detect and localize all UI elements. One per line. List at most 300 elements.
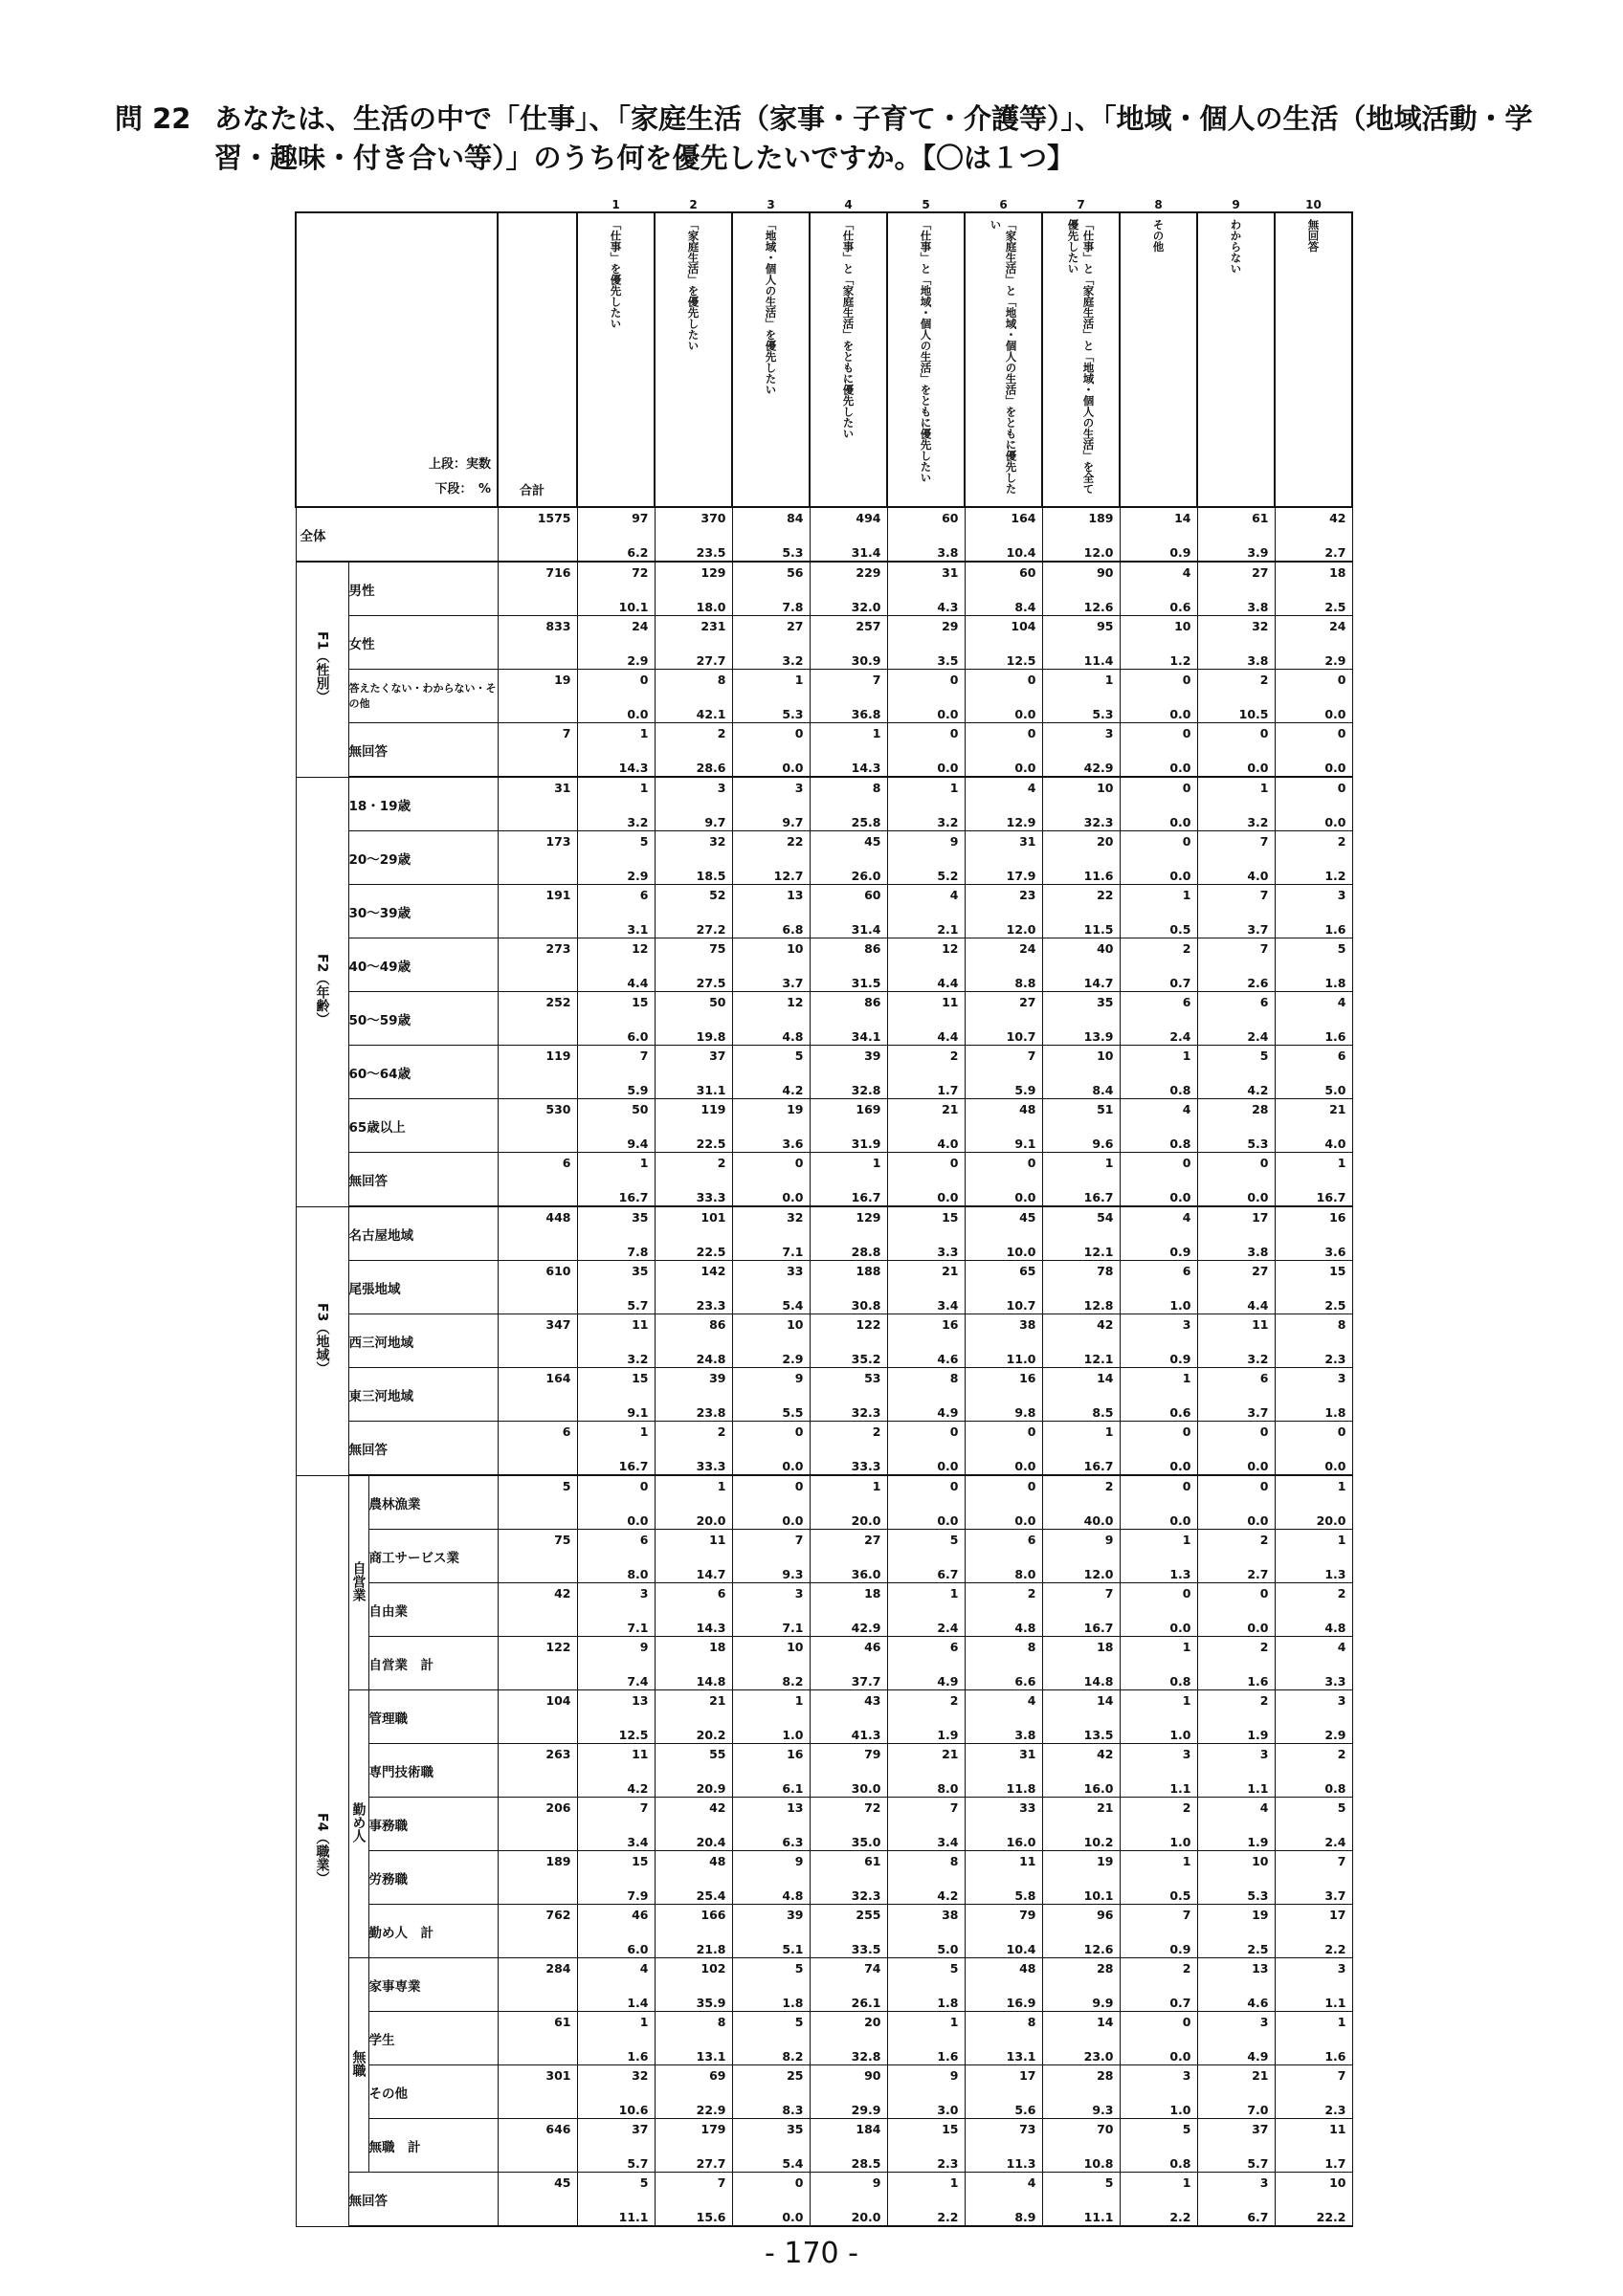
- cell-percent: 11.3: [1006, 2156, 1036, 2171]
- cell-count: 8: [1027, 2015, 1036, 2029]
- data-cell: [810, 1099, 887, 1153]
- cell-count: 21: [1252, 2068, 1269, 2083]
- cell-count: 129: [700, 565, 726, 580]
- total-cell: [498, 1099, 577, 1153]
- data-cell: [965, 1261, 1042, 1314]
- data-cell: [1042, 616, 1120, 670]
- cell-count: 12: [942, 941, 959, 956]
- data-cell: [1275, 1153, 1352, 1207]
- column-number-spacer: [296, 193, 577, 212]
- row-label: 勤め人 計: [368, 1905, 498, 1958]
- data-cell: [655, 616, 732, 670]
- cell-percent: 9.1: [1014, 1137, 1036, 1151]
- cell-percent: 12.6: [1083, 600, 1114, 614]
- data-cell: [965, 885, 1042, 938]
- total-count: 448: [545, 1210, 571, 1225]
- cell-percent: 3.4: [937, 1835, 959, 1849]
- data-cell: [732, 2119, 810, 2173]
- cell-count: 494: [856, 511, 881, 525]
- cell-percent: 3.8: [1247, 653, 1269, 668]
- cell-percent: 3.4: [937, 1298, 959, 1313]
- data-cell: [1197, 1422, 1275, 1476]
- cell-count: 21: [709, 1693, 726, 1708]
- total-cell: [498, 616, 577, 670]
- total-count: 42: [554, 1586, 571, 1601]
- data-cell: [1275, 1744, 1352, 1798]
- cell-count: 7: [1104, 1586, 1114, 1601]
- cell-percent: 0.0: [627, 1513, 649, 1528]
- cell-count: 0: [1259, 1479, 1269, 1493]
- cell-percent: 8.5: [1092, 1405, 1114, 1420]
- column-header: [577, 212, 655, 507]
- row-label: 東三河地域: [348, 1368, 498, 1422]
- data-cell: [965, 1422, 1042, 1476]
- cell-count: 14: [1097, 2015, 1114, 2029]
- cell-count: 0: [1182, 834, 1191, 849]
- cell-count: 0: [794, 1479, 804, 1493]
- cell-count: 0: [949, 1479, 959, 1493]
- cell-percent: 3.5: [937, 653, 959, 668]
- cell-count: 21: [942, 1747, 959, 1761]
- cell-count: 3: [794, 1586, 804, 1601]
- cell-count: 39: [787, 1908, 804, 1922]
- cell-count: 5: [794, 1961, 804, 1976]
- cell-count: 7: [639, 1049, 649, 1063]
- table-row: [296, 1046, 1352, 1099]
- cell-count: 1: [1259, 781, 1269, 795]
- cell-count: 101: [700, 1210, 726, 1225]
- cell-count: 0: [1259, 1424, 1269, 1439]
- data-cell: [1275, 1690, 1352, 1744]
- cell-count: 79: [1019, 1908, 1036, 1922]
- data-cell: [810, 1261, 887, 1314]
- cell-percent: 16.0: [1083, 1781, 1114, 1796]
- table-row: [296, 1368, 1352, 1422]
- data-cell: [965, 1798, 1042, 1851]
- data-cell: [1197, 562, 1275, 616]
- cell-percent: 5.9: [627, 1083, 649, 1097]
- data-cell: [887, 1798, 965, 1851]
- cell-count: 1: [949, 781, 959, 795]
- column-number: 4: [844, 198, 853, 211]
- cell-count: 14: [1097, 1371, 1114, 1385]
- data-cell: [655, 992, 732, 1046]
- cell-count: 27: [1252, 565, 1269, 580]
- data-cell: [1197, 507, 1275, 562]
- row-label: 50～59歳: [348, 992, 498, 1046]
- cell-percent: 14.8: [696, 1674, 726, 1689]
- cell-percent: 16.7: [1083, 1190, 1114, 1204]
- cell-percent: 4.2: [782, 1083, 804, 1097]
- cell-percent: 3.6: [782, 1137, 804, 1151]
- cell-count: 188: [856, 1264, 881, 1278]
- data-cell: [1275, 670, 1352, 723]
- column-header-text: 「仕事」と「地域・個人の生活」をともに優先したい: [919, 219, 933, 483]
- data-cell: [810, 1422, 887, 1476]
- data-cell: [577, 1637, 655, 1690]
- cell-percent: 33.3: [851, 1459, 881, 1473]
- cell-count: 8: [949, 1854, 959, 1868]
- cell-count: 1: [1182, 1533, 1191, 1547]
- row-label: 農林漁業: [368, 1475, 498, 1530]
- cell-percent: 1.6: [627, 2049, 649, 2064]
- cell-percent: 14.3: [696, 1621, 726, 1635]
- cell-percent: 30.0: [851, 1781, 881, 1796]
- data-cell: [887, 1851, 965, 1905]
- header-corner: [296, 212, 498, 507]
- cell-percent: 9.9: [1092, 1996, 1114, 2010]
- data-cell: [732, 1905, 810, 1958]
- cell-count: 53: [864, 1371, 881, 1385]
- data-cell: [1275, 1851, 1352, 1905]
- cell-count: 5: [1104, 2175, 1114, 2190]
- cell-count: 78: [1097, 1264, 1114, 1278]
- data-cell: [1197, 992, 1275, 1046]
- cell-percent: 22.5: [696, 1137, 726, 1151]
- cell-percent: 1.9: [1247, 1835, 1269, 1849]
- cell-percent: 7.1: [627, 1621, 649, 1635]
- cell-percent: 0.8: [1169, 1137, 1191, 1151]
- cell-percent: 5.7: [627, 2156, 649, 2171]
- data-cell: [1275, 1422, 1352, 1476]
- cell-percent: 12.9: [1006, 815, 1036, 829]
- cell-percent: 27.7: [696, 2156, 726, 2171]
- cell-percent: 3.2: [627, 1352, 649, 1366]
- column-header: [732, 212, 810, 507]
- data-cell: [1042, 1475, 1120, 1530]
- data-cell: [577, 1583, 655, 1637]
- data-cell: [1275, 1530, 1352, 1583]
- cell-percent: 5.0: [937, 1942, 959, 1956]
- cell-count: 13: [787, 1800, 804, 1815]
- cell-percent: 2.3: [1324, 2103, 1346, 2117]
- row-label: 65歳以上: [348, 1099, 498, 1153]
- data-cell: [887, 2065, 965, 2119]
- cell-count: 60: [1019, 565, 1036, 580]
- data-cell: [810, 2173, 887, 2227]
- data-cell: [1120, 670, 1197, 723]
- cell-percent: 23.3: [696, 1298, 726, 1313]
- cell-percent: 28.6: [696, 761, 726, 775]
- data-cell: [655, 831, 732, 885]
- cell-count: 7: [639, 1800, 649, 1815]
- cell-percent: 0.7: [1169, 1996, 1191, 2010]
- cell-percent: 0.0: [937, 1459, 959, 1473]
- cell-percent: 0.6: [1169, 600, 1191, 614]
- data-cell: [732, 670, 810, 723]
- cell-percent: 6.7: [1247, 2210, 1269, 2224]
- data-cell: [810, 777, 887, 831]
- data-cell: [810, 885, 887, 938]
- cell-percent: 5.3: [782, 707, 804, 721]
- data-cell: [887, 1475, 965, 1530]
- cell-count: 33: [1019, 1800, 1036, 1815]
- cell-count: 8: [949, 1371, 959, 1385]
- cell-percent: 1.1: [1169, 1781, 1191, 1796]
- cell-percent: 2.5: [1324, 1298, 1346, 1313]
- cell-count: 18: [1097, 1640, 1114, 1654]
- data-cell: [887, 670, 965, 723]
- cell-percent: 0.0: [782, 761, 804, 775]
- data-cell: [1197, 1851, 1275, 1905]
- cell-count: 31: [942, 565, 959, 580]
- cell-percent: 1.2: [1169, 653, 1191, 668]
- data-cell: [655, 777, 732, 831]
- cell-count: 10: [787, 1317, 804, 1332]
- data-cell: [1197, 723, 1275, 778]
- cell-percent: 23.8: [696, 1405, 726, 1420]
- data-cell: [732, 507, 810, 562]
- question-text: あなたは、生活の中で「仕事」、「家庭生活（家事・子育て・介護等）」、「地域・個人の生活（地域活動・学習・趣味・付き合い等）」のうち何を優先したいですか。【〇は１つ】: [214, 102, 1533, 174]
- column-header-text: わからない: [1229, 219, 1243, 275]
- data-cell: [655, 938, 732, 992]
- cell-count: 2: [1337, 1586, 1346, 1601]
- cell-count: 56: [787, 565, 804, 580]
- cell-count: 2: [1337, 834, 1346, 849]
- data-cell: [732, 1851, 810, 1905]
- cell-percent: 0.8: [1324, 1781, 1346, 1796]
- cell-count: 0: [1182, 1586, 1191, 1601]
- cell-count: 37: [1252, 2122, 1269, 2136]
- cell-count: 229: [856, 565, 881, 580]
- cell-percent: 42.9: [1083, 761, 1114, 775]
- cell-count: 0: [794, 1424, 804, 1439]
- data-cell: [577, 1206, 655, 1261]
- cell-count: 8: [717, 2015, 726, 2029]
- cell-count: 370: [700, 511, 726, 525]
- data-cell: [1197, 1314, 1275, 1368]
- cell-count: 15: [632, 995, 649, 1009]
- cell-percent: 26.1: [851, 1996, 881, 2010]
- cell-percent: 11.1: [1083, 2210, 1114, 2224]
- cell-count: 6: [949, 1640, 959, 1654]
- row-label: 30～39歳: [348, 885, 498, 938]
- column-header-text: 無回答: [1306, 219, 1321, 253]
- cell-count: 0: [1182, 1156, 1191, 1170]
- data-cell: [577, 1744, 655, 1798]
- data-cell: [655, 885, 732, 938]
- data-cell: [1042, 1690, 1120, 1744]
- data-cell: [1042, 507, 1120, 562]
- cell-count: 39: [864, 1049, 881, 1063]
- row-label: 答えたくない・わからない・その他: [348, 670, 498, 723]
- cell-count: 1: [794, 673, 804, 687]
- row-label: 家事専業: [368, 1958, 498, 2012]
- cell-count: 3: [1182, 1747, 1191, 1761]
- cell-count: 0: [639, 673, 649, 687]
- data-cell: [1275, 2173, 1352, 2227]
- data-cell: [1197, 1368, 1275, 1422]
- data-cell: [1120, 1046, 1197, 1099]
- cell-percent: 4.2: [1247, 1083, 1269, 1097]
- cell-percent: 23.0: [1083, 2049, 1114, 2064]
- cell-count: 7: [1259, 834, 1269, 849]
- cell-count: 46: [864, 1640, 881, 1654]
- cell-percent: 0.0: [1324, 707, 1346, 721]
- cell-percent: 1.0: [1169, 1835, 1191, 1849]
- cell-percent: 12.8: [1083, 1298, 1114, 1313]
- data-cell: [1275, 2119, 1352, 2173]
- row-label: 労務職: [368, 1851, 498, 1905]
- cell-percent: 0.0: [1169, 1190, 1191, 1204]
- cell-count: 0: [1337, 726, 1346, 740]
- cell-percent: 0.0: [1014, 761, 1036, 775]
- column-header-text: 「仕事」と「家庭生活」をともに優先したい: [841, 219, 856, 439]
- data-cell: [965, 938, 1042, 992]
- column-header: [1275, 212, 1352, 507]
- corner-label-count: 上段：実数: [428, 457, 491, 472]
- cell-count: 51: [1097, 1102, 1114, 1116]
- cell-percent: 36.0: [851, 1567, 881, 1581]
- data-cell: [887, 777, 965, 831]
- cell-count: 0: [1182, 1424, 1191, 1439]
- cell-count: 0: [794, 1156, 804, 1170]
- data-cell: [1042, 831, 1120, 885]
- cell-count: 1: [1337, 1479, 1346, 1493]
- cell-count: 6: [1027, 1533, 1036, 1547]
- table-row: [296, 1958, 1352, 2012]
- data-cell: [655, 1475, 732, 1530]
- cell-percent: 9.6: [1092, 1137, 1114, 1151]
- total-count: 833: [545, 619, 571, 633]
- cell-percent: 32.0: [851, 600, 881, 614]
- data-cell: [887, 616, 965, 670]
- cell-percent: 2.3: [937, 2156, 959, 2171]
- cell-count: 2: [1182, 1961, 1191, 1976]
- data-cell: [732, 1422, 810, 1476]
- table-row: [296, 1905, 1352, 1958]
- cell-count: 0: [1259, 1586, 1269, 1601]
- cell-percent: 10.1: [1083, 1888, 1114, 1903]
- cell-percent: 2.9: [627, 653, 649, 668]
- cell-count: 102: [700, 1961, 726, 1976]
- row-label: 男性: [348, 562, 498, 616]
- total-header: [498, 212, 577, 507]
- data-cell: [577, 1368, 655, 1422]
- cell-count: 24: [632, 619, 649, 633]
- cell-count: 17: [1329, 1908, 1346, 1922]
- cell-count: 32: [787, 1210, 804, 1225]
- total-cell: [498, 1798, 577, 1851]
- cell-count: 5: [639, 2175, 649, 2190]
- cell-count: 42: [1097, 1317, 1114, 1332]
- cell-percent: 3.8: [1247, 1245, 1269, 1259]
- cell-count: 84: [787, 511, 804, 525]
- cell-count: 27: [787, 619, 804, 633]
- data-cell: [1042, 2119, 1120, 2173]
- column-header: [810, 212, 887, 507]
- cell-percent: 3.2: [782, 653, 804, 668]
- column-header-text: 「家庭生活」を優先したい: [686, 219, 700, 351]
- cell-count: 0: [1259, 1156, 1269, 1170]
- data-cell: [1275, 885, 1352, 938]
- cell-percent: 8.9: [1014, 2210, 1036, 2224]
- data-cell: [887, 2173, 965, 2227]
- total-cell: [498, 2119, 577, 2173]
- table-row: [296, 1153, 1352, 1207]
- cell-count: 5: [1182, 2122, 1191, 2136]
- cell-count: 9: [794, 1371, 804, 1385]
- data-cell: [732, 2012, 810, 2065]
- data-cell: [810, 616, 887, 670]
- data-cell: [1120, 1905, 1197, 1958]
- table-row: [296, 2065, 1352, 2119]
- cell-count: 3: [794, 781, 804, 795]
- cell-count: 0: [1182, 673, 1191, 687]
- cell-percent: 3.1: [627, 922, 649, 937]
- total-count: 6: [562, 1156, 571, 1170]
- cell-percent: 31.4: [851, 545, 881, 560]
- data-cell: [965, 2012, 1042, 2065]
- table-row: [296, 1422, 1352, 1476]
- data-cell: [1197, 1046, 1275, 1099]
- table-row-overall: [296, 507, 1352, 562]
- data-cell: [732, 1690, 810, 1744]
- cell-percent: 16.7: [851, 1190, 881, 1204]
- cell-count: 24: [1329, 619, 1346, 633]
- cell-percent: 20.9: [696, 1781, 726, 1796]
- cell-count: 6: [1259, 995, 1269, 1009]
- cell-count: 24: [1019, 941, 1036, 956]
- data-cell: [577, 616, 655, 670]
- data-cell: [810, 2012, 887, 2065]
- cell-count: 42: [1097, 1747, 1114, 1761]
- data-cell: [577, 1958, 655, 2012]
- row-label: その他: [368, 2065, 498, 2119]
- cell-percent: 16.7: [1316, 1190, 1346, 1204]
- cell-count: 184: [856, 2122, 881, 2136]
- data-cell: [1120, 1314, 1197, 1368]
- cell-count: 12: [632, 941, 649, 956]
- cell-count: 104: [1011, 619, 1036, 633]
- cell-count: 5: [949, 1533, 959, 1547]
- total-count: 1575: [537, 511, 571, 525]
- cell-count: 3: [1337, 888, 1346, 902]
- data-cell: [1042, 1905, 1120, 1958]
- table-row: [296, 1206, 1352, 1261]
- data-cell: [1197, 885, 1275, 938]
- data-cell: [965, 831, 1042, 885]
- cell-count: 35: [632, 1210, 649, 1225]
- cell-percent: 31.5: [851, 976, 881, 990]
- table-row: [296, 2173, 1352, 2227]
- data-cell: [577, 670, 655, 723]
- subgroup-label: 勤め人: [350, 1801, 367, 1843]
- cell-count: 73: [1019, 2122, 1036, 2136]
- total-cell: [498, 1583, 577, 1637]
- data-cell: [1120, 938, 1197, 992]
- cell-percent: 32.3: [851, 1405, 881, 1420]
- data-cell: [655, 1851, 732, 1905]
- data-cell: [1197, 1261, 1275, 1314]
- cell-count: 1: [1182, 1693, 1191, 1708]
- data-cell: [1275, 1958, 1352, 2012]
- data-cell: [1042, 992, 1120, 1046]
- table-row: [296, 1530, 1352, 1583]
- data-cell: [1042, 1314, 1120, 1368]
- cell-count: 0: [1027, 1479, 1036, 1493]
- data-cell: [810, 1637, 887, 1690]
- cell-count: 2: [1337, 1747, 1346, 1761]
- column-number: 9: [1232, 198, 1240, 211]
- data-cell: [1120, 1744, 1197, 1798]
- data-cell: [810, 1744, 887, 1798]
- data-cell: [810, 1046, 887, 1099]
- table-row: [296, 938, 1352, 992]
- cell-percent: 3.2: [627, 815, 649, 829]
- cell-count: 42: [1329, 511, 1346, 525]
- cell-percent: 10.8: [1083, 2156, 1114, 2171]
